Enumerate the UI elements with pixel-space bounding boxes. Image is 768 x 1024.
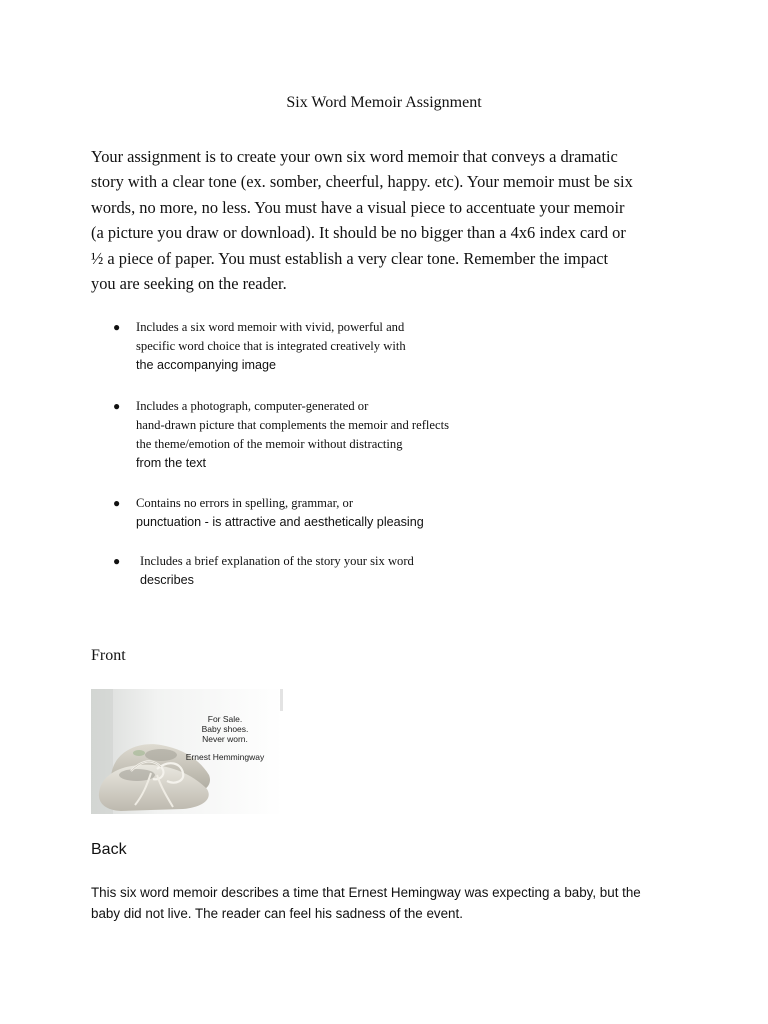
bullet-item xyxy=(113,494,533,532)
bullet-line: from the text xyxy=(136,456,206,470)
intro-line: Your assignment is to create your own six word memoir that conveys a dramatic xyxy=(91,147,618,166)
bullet-line: specific word choice that is integrated creatively with xyxy=(136,339,406,353)
bullet-item xyxy=(113,397,533,473)
bullet-line: the theme/emotion of the memoir without distracting xyxy=(136,437,403,451)
image-caption-line: Never worn. xyxy=(202,734,248,744)
bullet-icon: ● xyxy=(113,496,121,510)
image-caption-line: For Sale. xyxy=(207,714,243,724)
intro-line: ½ a piece of paper. You must establish a very clear tone. Remember the impact xyxy=(91,248,609,268)
image-caption-line: Baby shoes. xyxy=(201,724,249,734)
bullet-line: Includes a brief explanation of the story your six word xyxy=(140,554,414,568)
back-heading: Back xyxy=(91,841,127,858)
bullet-icon: ● xyxy=(113,554,121,568)
explanation-paragraph xyxy=(91,882,731,924)
intro-paragraph xyxy=(91,144,691,296)
page-title: Six Word Memoir Assignment xyxy=(286,94,482,111)
bullet-line: Includes a photograph, computer-generated or xyxy=(136,399,369,413)
intro-line: you are seeking on the reader. xyxy=(91,274,287,294)
bullet-line: Contains no errors in spelling, grammar, or xyxy=(136,496,354,510)
explanation-line: baby did not live. The reader can feel his sadness of the event. xyxy=(91,906,463,921)
baby-shoes-illustration xyxy=(91,689,283,814)
bullet-line: the accompanying image xyxy=(136,358,277,372)
explanation-line: This six word memoir describes a time that Ernest Hemingway was expecting a baby, but the xyxy=(91,885,641,900)
intro-line: story with a clear tone (ex. somber, cheerful, happy. etc). Your memoir must be six xyxy=(91,172,633,192)
intro-line: (a picture you draw or download). It should be no bigger than a 4x6 index card or xyxy=(91,223,626,243)
bullet-item xyxy=(113,318,533,375)
bullet-icon: ● xyxy=(113,399,121,413)
intro-line: words, no more, no less. You must have a visual piece to accentuate your memoir xyxy=(91,197,625,217)
bullet-line: Includes a six word memoir with vivid, powerful and xyxy=(136,320,405,334)
bullet-line: punctuation - is attractive and aesthetically pleasing xyxy=(136,515,424,529)
bullet-line: describes xyxy=(140,573,194,587)
baby-shoes-image xyxy=(91,689,283,814)
front-heading: Front xyxy=(91,647,126,664)
image-caption-author: Ernest Hemmingway xyxy=(185,752,265,762)
bullet-icon: ● xyxy=(113,320,121,334)
bullet-item xyxy=(113,552,533,590)
bullet-line: hand-drawn picture that complements the memoir and reflects xyxy=(136,418,449,432)
